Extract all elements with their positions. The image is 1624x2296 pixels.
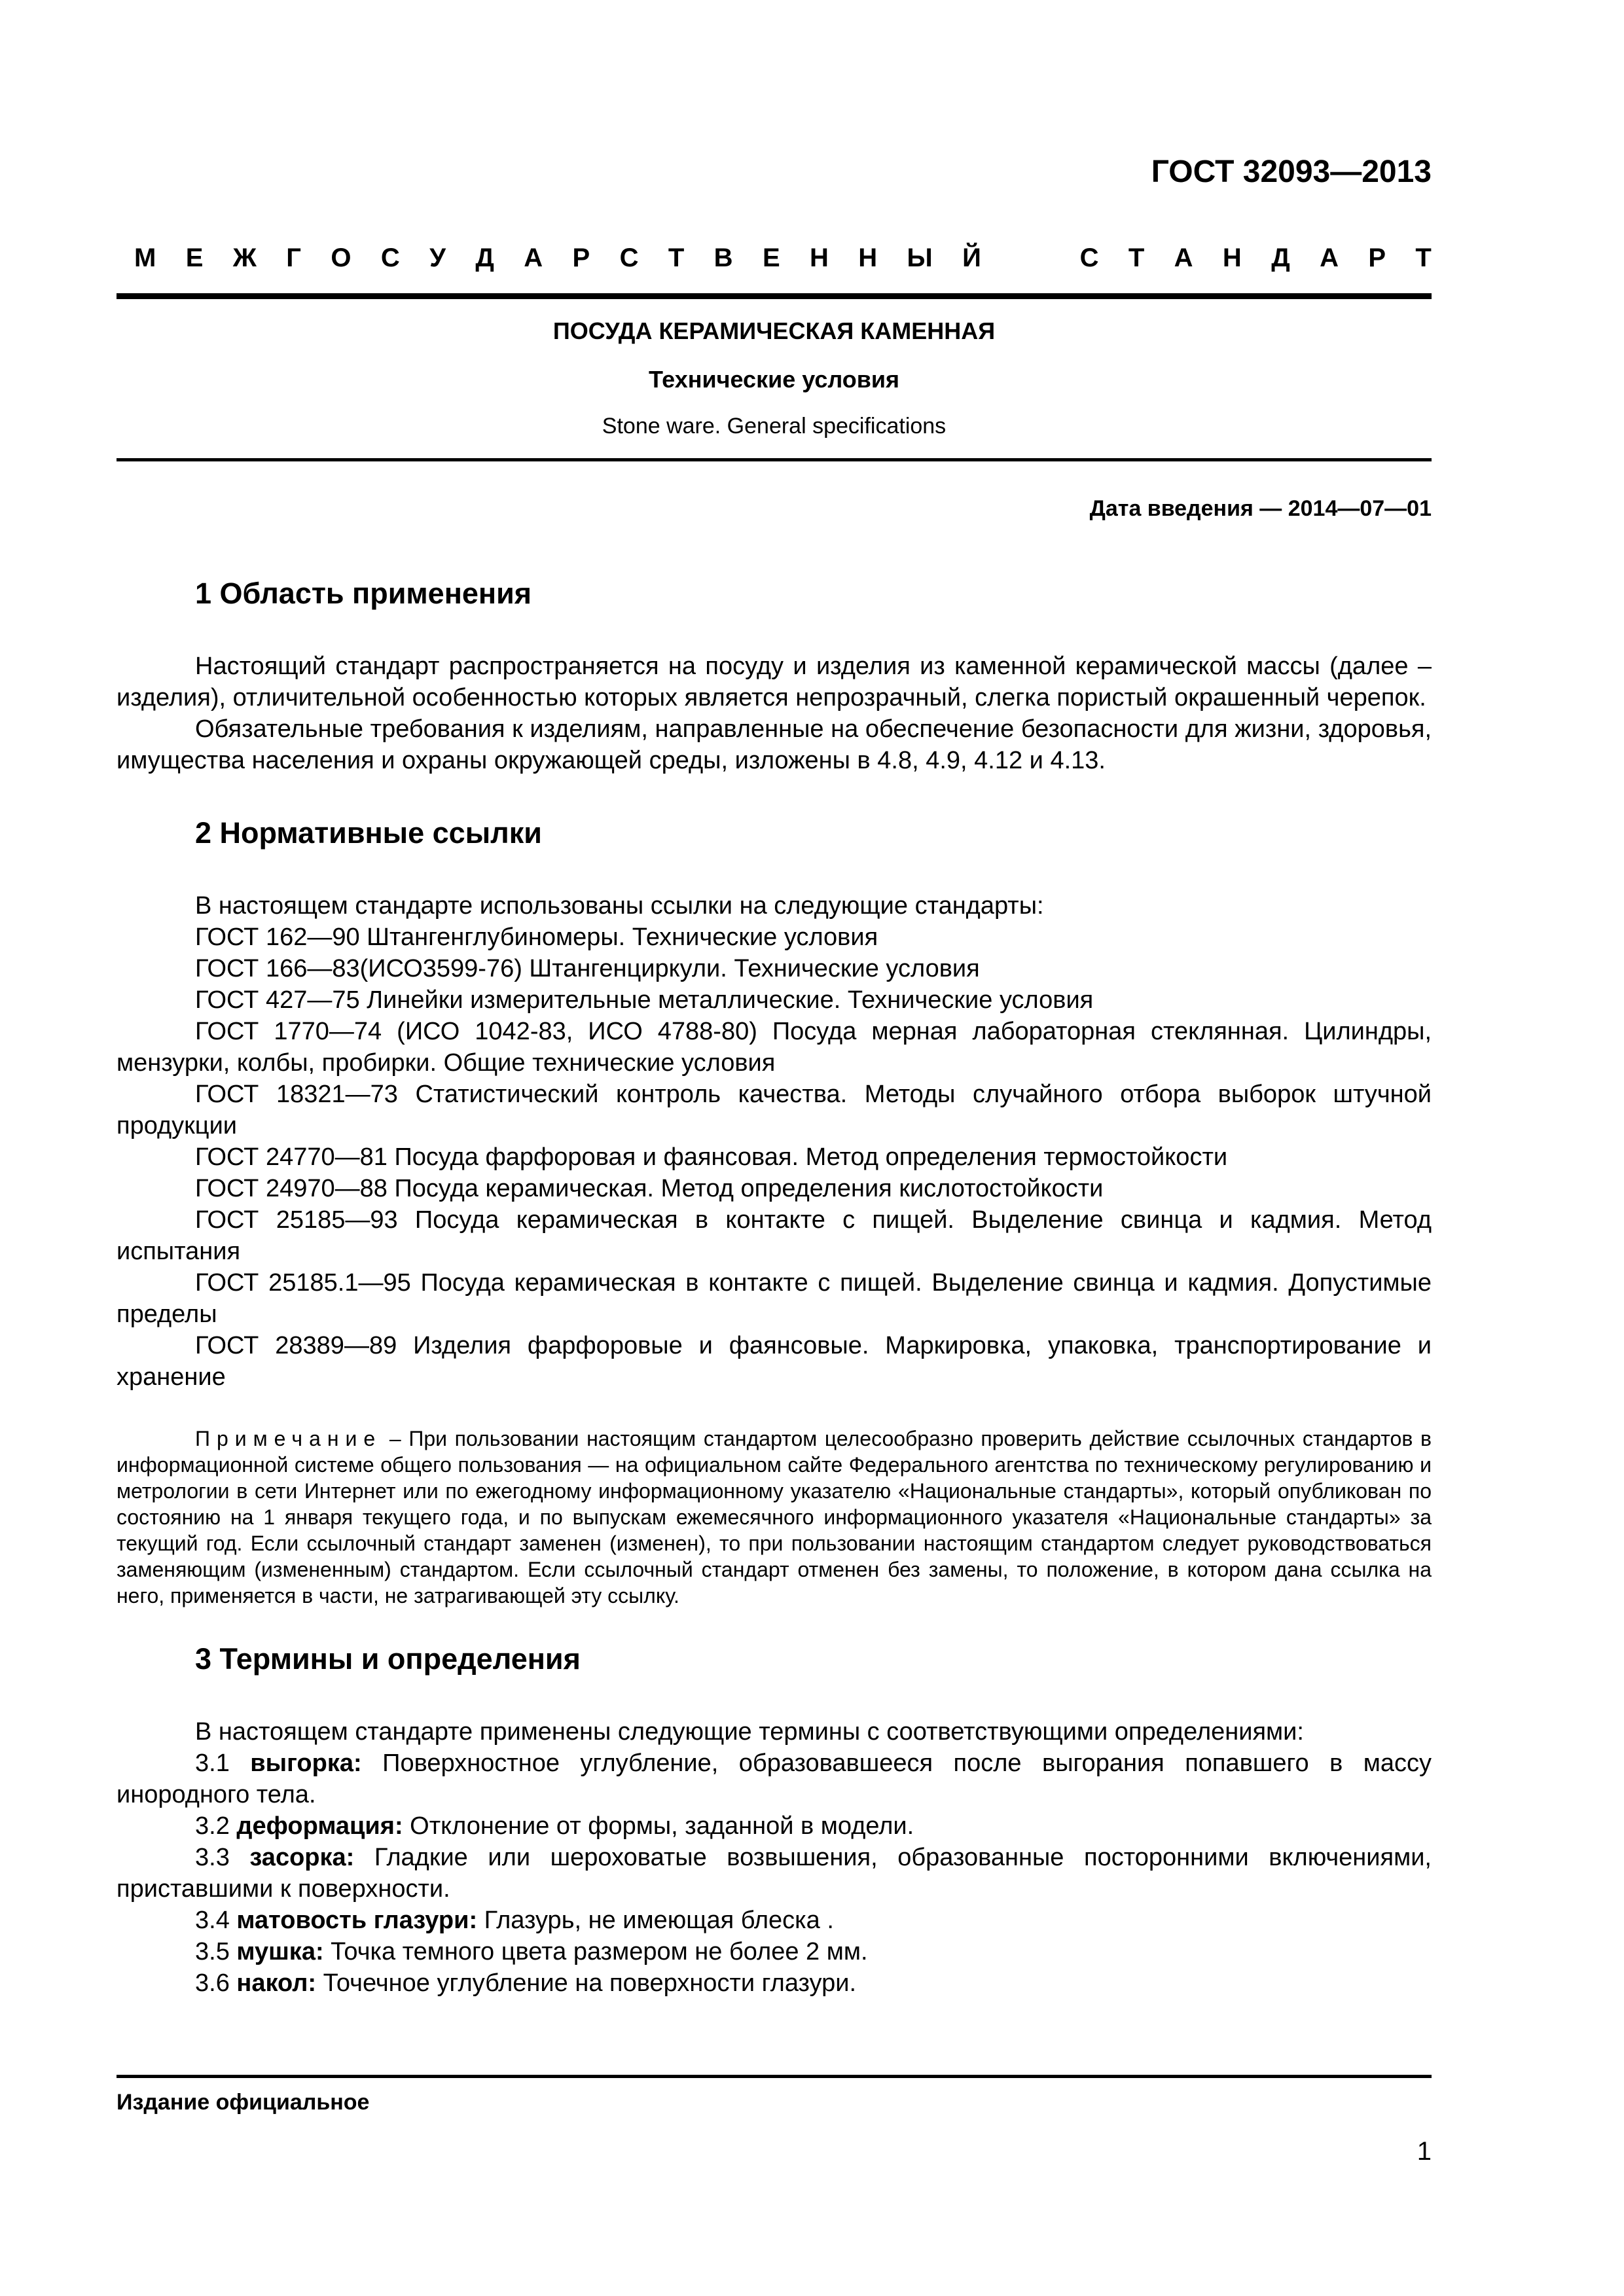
reference-item: ГОСТ 25185—93 Посуда керамическая в контакте с пищей. Выделение свинца и кадмия. Метод испытания (117, 1206, 1432, 1265)
letter: М (134, 243, 156, 272)
letter: Р (572, 243, 590, 272)
letter: С (619, 243, 639, 272)
note-label: Примечание (195, 1427, 382, 1450)
term-number: 3.4 (195, 1907, 237, 1934)
letter: Т (1415, 243, 1432, 272)
reference-item: ГОСТ 24970—88 Посуда керамическая. Метод определения кислотостойкости (195, 1175, 1104, 1202)
introduction-date: Дата введения — 2014—07—01 (1089, 496, 1432, 521)
word-gap (1011, 243, 1050, 273)
letter: Ы (907, 243, 933, 272)
term-definition: Гладкие или шероховатые возвышения, образованные посторонними включениями, приставшими к поверхности. (117, 1844, 1432, 1903)
header-rule (117, 293, 1432, 299)
reference-list (117, 890, 1432, 1393)
note (117, 1426, 1432, 1609)
term-name: матовость глазури: (236, 1907, 478, 1934)
term-entry (117, 1905, 1432, 1936)
section-normative-references (117, 816, 1432, 1609)
terms-intro: В настоящем стандарте применены следующие термины с соответствующими определениями: (195, 1718, 1304, 1746)
reference-item: ГОСТ 28389—89 Изделия фарфоровые и фаянсовые. Маркировка, упаковка, транспортирование и хранение (117, 1332, 1432, 1391)
paragraph: Настоящий стандарт распространяется на посуду и изделия из каменной керамической массы (далее – изделия), отличительной особенностью которых является непрозрачный, слегка пористый окрашенный черепок. (117, 653, 1432, 711)
letter: Д (1271, 243, 1290, 272)
letter: В (713, 243, 733, 272)
interstate-standard-heading (134, 243, 1432, 273)
letter: Н (858, 243, 878, 272)
reference-item: ГОСТ 162—90 Штангенглубиномеры. Технические условия (195, 924, 878, 951)
section-heading: 2 Нормативные ссылки (195, 816, 542, 850)
reference-item: ГОСТ 166—83(ИСО3599-76) Штангенциркули. Технические условия (195, 955, 980, 982)
paragraph: Обязательные требования к изделиям, направленные на обеспечение безопасности для жизни, здоровья, имущества населения и охраны окружающей среды, изложены в 4.8, 4.9, 4.12 и 4.13. (117, 715, 1432, 774)
reference-item: ГОСТ 427—75 Линейки измерительные металлические. Технические условия (195, 986, 1094, 1014)
letter: А (1320, 243, 1339, 272)
term-name: засорка: (249, 1844, 355, 1871)
document-title-english: Stone ware. General specifications (602, 414, 947, 439)
reference-intro: В настоящем стандарте использованы ссылки на следующие стандарты: (195, 892, 1044, 920)
letter: У (429, 243, 446, 272)
page-number: 1 (1416, 2137, 1432, 2166)
section-heading: 1 Область применения (195, 577, 532, 610)
gost-number: ГОСТ 32093—2013 (1151, 154, 1432, 189)
term-number: 3.2 (195, 1812, 237, 1840)
section-heading: 3 Термины и определения (195, 1642, 581, 1676)
term-number: 3.6 (195, 1969, 237, 1997)
document-title: ПОСУДА КЕРАМИЧЕСКАЯ КАМЕННАЯ (552, 317, 996, 344)
letter: А (524, 243, 543, 272)
letter: Д (475, 243, 494, 272)
letter: С (1079, 243, 1099, 272)
section-terms-definitions (117, 1641, 1432, 1999)
term-definition: Глазурь, не имеющая блеска . (477, 1907, 834, 1934)
term-number: 3.3 (195, 1844, 250, 1871)
reference-item: ГОСТ 24770—81 Посуда фарфоровая и фаянсовая. Метод определения термостойкости (195, 1143, 1228, 1171)
letter: Н (810, 243, 829, 272)
term-entry (117, 1967, 1432, 1999)
letter: Е (762, 243, 780, 272)
reference-item: ГОСТ 1770—74 (ИСО 1042-83, ИСО 4788-80) Посуда мерная лабораторная стеклянная. Цилиндры, мензурки, колбы, пробирки. Общие технические условия (117, 1018, 1432, 1077)
letter: Т (668, 243, 685, 272)
reference-item: ГОСТ 18321—73 Статистический контроль качества. Методы случайного отбора выборок штучной продукции (117, 1081, 1432, 1139)
term-entry (117, 1748, 1432, 1810)
official-edition-label: Издание официальное (117, 2090, 370, 2115)
letter: Г (286, 243, 301, 272)
term-entry (117, 1936, 1432, 1967)
term-definition: Точечное углубление на поверхности глазури. (316, 1969, 857, 1997)
term-name: накол: (236, 1969, 317, 1997)
term-definition: Поверхностное углубление, образовавшееся после выгорания попавшего в массу инородного тела. (117, 1749, 1432, 1808)
title-rule (117, 458, 1432, 461)
section-scope (117, 576, 1432, 776)
note-text: – При пользовании настоящим стандартом целесообразно проверить действие ссылочных стандартов в информационной системе общего пользования — на официальном сайте Федерального агентства по техническому регулированию и метрологии в сети Интернет или по ежегодному информационному указателю «Национальные стандарты», который опубликован по состоянию на 1 января текущего года, и по выпускам ежемесячного информационного указателя «Национальные стандарты» за текущий год. Если ссылочный стандарт заменен (изменен), то при пользовании настоящим стандартом следует руководствоваться заменяющим (измененным) стандартом. Если ссылочный стандарт отменен без замены, то положение, в котором дана ссылка на него, применяется в части, не затрагивающей эту ссылку. (117, 1427, 1432, 1607)
term-name: выгорка: (250, 1749, 362, 1777)
letter: Н (1222, 243, 1242, 272)
term-entry (117, 1842, 1432, 1905)
letter: Р (1368, 243, 1386, 272)
term-definition: Отклонение от формы, заданной в модели. (403, 1812, 914, 1840)
term-number: 3.1 (195, 1749, 251, 1777)
term-entry (117, 1810, 1432, 1842)
letter: С (380, 243, 400, 272)
reference-item: ГОСТ 25185.1—95 Посуда керамическая в контакте с пищей. Выделение свинца и кадмия. Допустимые пределы (117, 1269, 1432, 1328)
letter: А (1174, 243, 1193, 272)
letter: Ж (232, 243, 257, 272)
document-body (117, 576, 1432, 1999)
document-subtitle: Технические условия (648, 366, 900, 393)
letter: Е (185, 243, 204, 272)
term-name: мушка: (236, 1938, 324, 1965)
letter: Т (1128, 243, 1145, 272)
footer-rule (117, 2075, 1432, 2078)
term-name: деформация: (236, 1812, 403, 1840)
term-number: 3.5 (195, 1938, 237, 1965)
term-definition: Точка темного цвета размером не более 2 мм. (323, 1938, 868, 1965)
letter: О (331, 243, 352, 272)
letter: Й (962, 243, 981, 272)
